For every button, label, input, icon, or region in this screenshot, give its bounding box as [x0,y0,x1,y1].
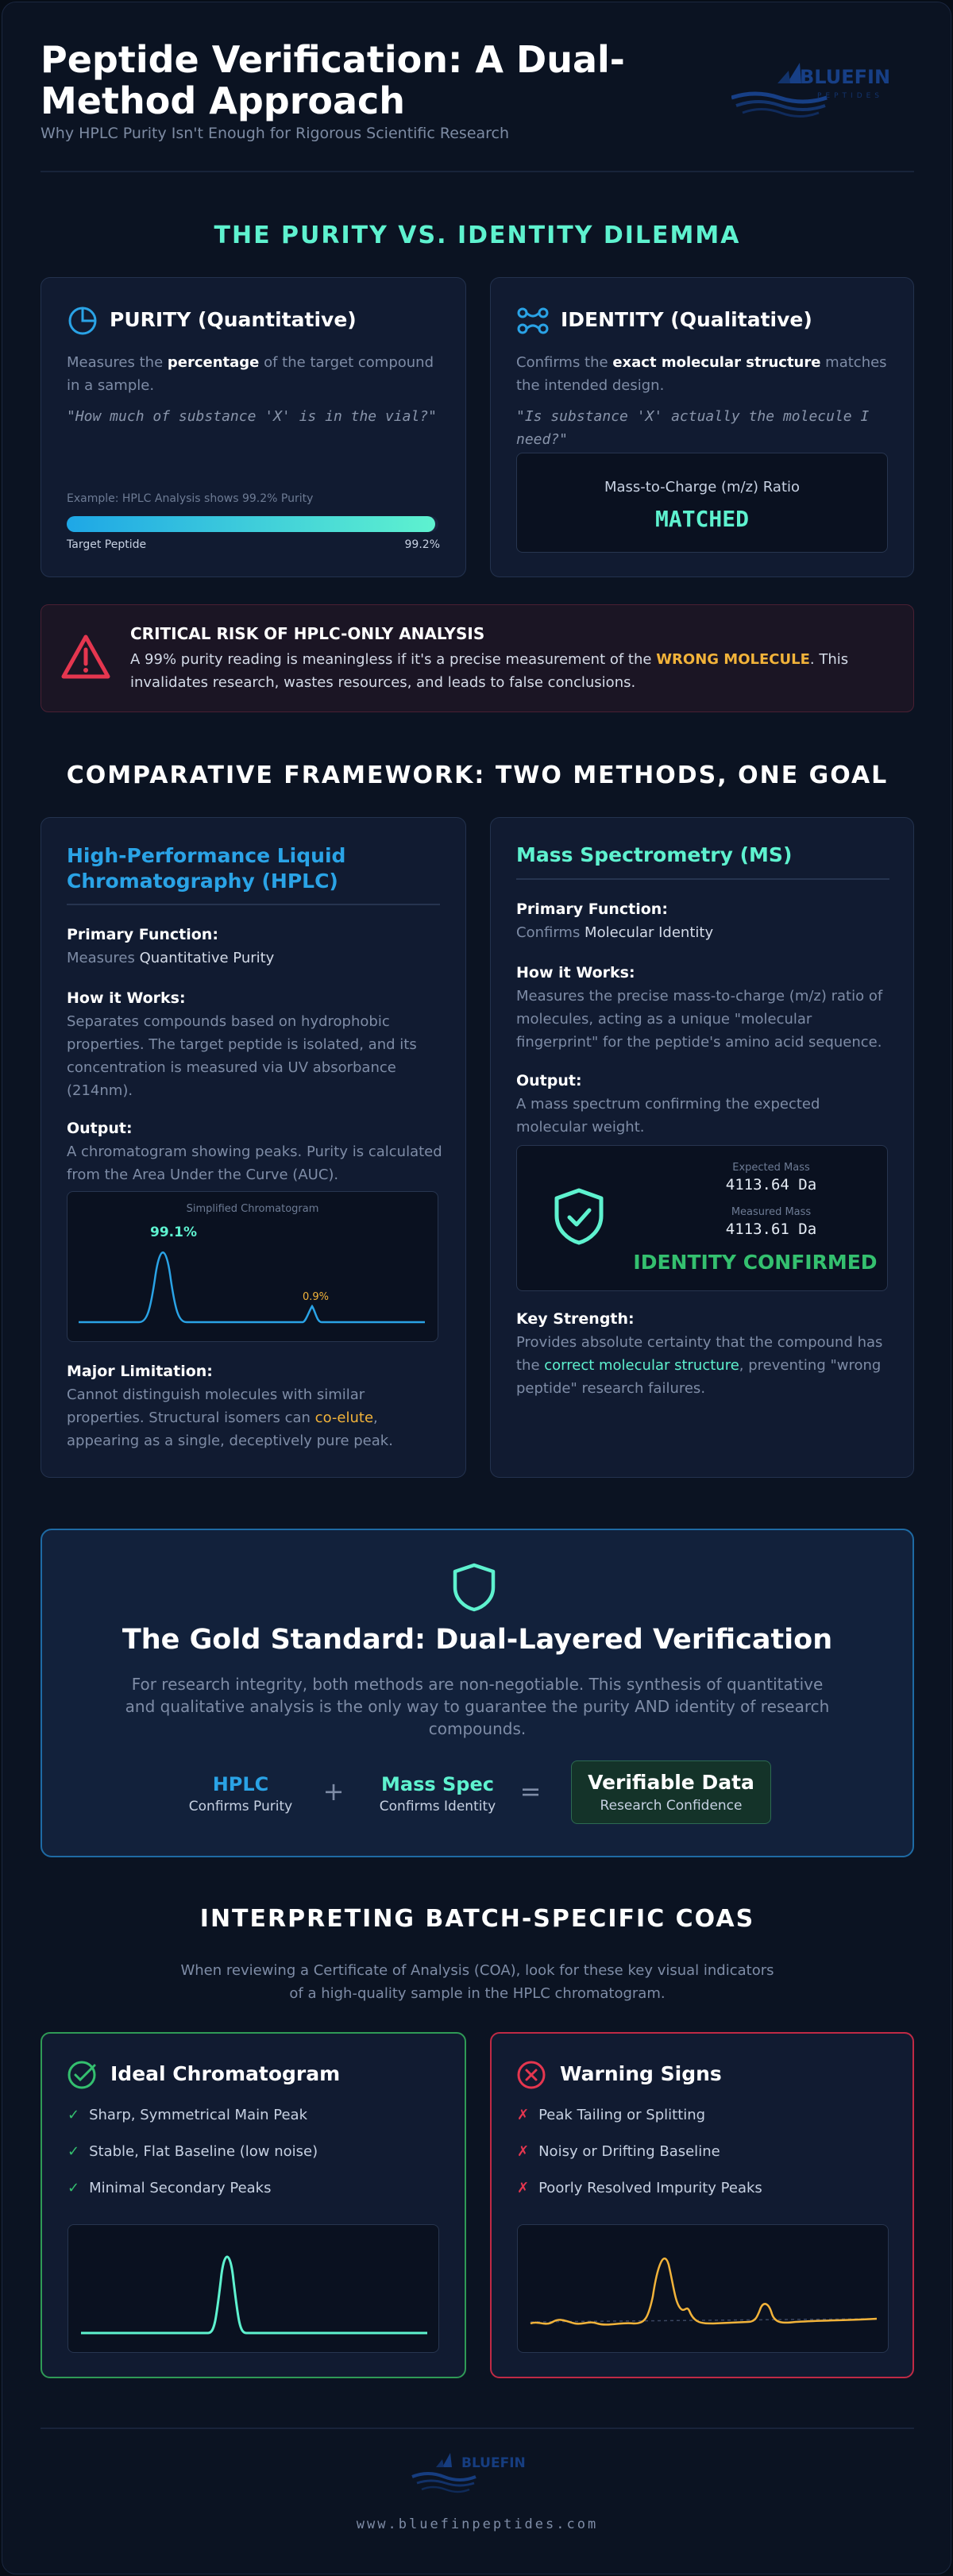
footer-url[interactable]: www.bluefinpeptides.com [356,2516,599,2532]
check-circle-icon [66,2059,98,2091]
ms-how-text: Measures the precise mass-to-charge (m/z) ratio of molecules, acting as a unique "molecular fingerprint" for the peptide's amino acid sequence. [516,988,883,1051]
purity-bar-right-label: 99.2% [404,538,440,551]
verifiable-data-box [571,1760,771,1824]
footer-logo [409,2450,546,2499]
simplified-chromatogram [67,1191,438,1342]
molecule-icon [516,305,550,337]
mz-ratio-value: MATCHED [654,506,749,532]
gold-title: The Gold Standard: Dual-Layered Verification [122,1624,833,1656]
hplc-limitation-label: Major Limitation: [67,1363,213,1380]
ms-divider [516,878,889,880]
hplc-how-label: How it Works: [67,989,186,1007]
warning-chromatogram-line [531,2258,877,2324]
shield-check-icon [554,1187,604,1246]
check-icon: ✓ [68,2143,80,2160]
hplc-divider [67,904,440,905]
coas-intro: When reviewing a Certificate of Analysis (COA), look for these key visual indicators of a high-quality sample in the HPLC chromatogram. [180,1962,774,2002]
expected-mass-value: 4113.64 Da [725,1176,817,1194]
bluefin-logo [731,60,916,131]
verifiable-data-title: Verifiable Data [588,1771,754,1794]
gold-hplc-sub: Confirms Purity [188,1799,293,1814]
purity-description: Measures the percentage of the target compound in a sample. [67,354,434,394]
ms-output-text: A mass spectrum confirming the expected molecular weight. [516,1096,820,1136]
chromatogram-title: Simplified Chromatogram [186,1203,319,1215]
warning-signs-card [490,2032,914,2378]
mass-check-box [516,1145,888,1291]
ideal-chromatogram-plot [68,2224,439,2353]
purity-quote: "How much of substance 'X' is in the vial?" [67,408,437,425]
risk-text: A 99% purity reading is meaningless if it's a precise measurement of the WRONG MOLECULE. This invalidates research, wastes resources, and leads to false conclusions. [130,651,849,691]
plus-sign: + [322,1776,345,1807]
risk-title: CRITICAL RISK OF HPLC-ONLY ANALYSIS [130,624,485,643]
gold-standard-panel [41,1529,914,1857]
hplc-output-text: A chromatogram showing peaks. Purity is calculated from the Area Under the Curve (AUC). [67,1143,442,1183]
footer-logo-text: BLUEFIN [461,2455,526,2471]
warning-item-2: ✗ Noisy or Drifting Baseline [517,2143,720,2160]
footer-divider [41,2428,914,2429]
gold-hplc: HPLC [212,1773,269,1795]
hplc-primary-function-value: Measures Quantitative Purity [67,950,275,966]
ms-how-label: How it Works: [516,964,635,981]
minor-peak-label: 0.9% [303,1291,330,1303]
ideal-item-2: ✓ Stable, Flat Baseline (low noise) [68,2143,318,2160]
ms-title: Mass Spectrometry (MS) [516,843,793,866]
gold-ms-sub: Confirms Identity [379,1799,496,1814]
page-subtitle: Why HPLC Purity Isn't Enough for Rigorous Scientific Research [41,125,510,142]
x-mark-icon: ✗ [517,2143,530,2160]
identity-quote: "Is substance 'X' actually the molecule I need?" [516,408,870,448]
x-mark-icon: ✗ [517,2107,530,2123]
purity-card [41,277,466,577]
ms-strength-text: Provides absolute certainty that the compound has the correct molecular structure, preventing "wrong peptide" research failures. [516,1334,883,1397]
warning-chromatogram-svg [518,2225,889,2354]
x-mark-icon: ✗ [517,2180,530,2196]
mz-ratio-box [516,453,888,553]
ideal-chromatogram-card [41,2032,466,2378]
page-title: Peptide Verification: A Dual-Method Approach [41,38,625,122]
purity-bar-fill [67,516,435,532]
hplc-card [41,817,466,1478]
hplc-limitation-text: Cannot distinguish molecules with similar properties. Structural isomers can co-elute, appearing as a single, deceptively pure peak. [67,1386,393,1449]
check-icon: ✓ [68,2180,80,2196]
warning-item-1: ✗ Peak Tailing or Splitting [517,2107,706,2123]
ideal-title: Ideal Chromatogram [110,2062,341,2085]
equals-sign: = [519,1776,542,1807]
gold-ms: Mass Spec [381,1773,494,1795]
measured-mass-label: Measured Mass [731,1206,812,1218]
main-peak-label: 99.1% [150,1224,197,1240]
purity-bar-track [67,516,438,532]
infographic-frame [2,2,951,2574]
purity-title: PURITY (Quantitative) [110,308,357,331]
chromatogram-plot [68,1192,439,1343]
identity-title: IDENTITY (Qualitative) [561,308,812,331]
pie-chart-icon [67,305,98,337]
ms-primary-function-value: Confirms Molecular Identity [516,924,714,941]
check-icon: ✓ [68,2107,80,2123]
warning-title: Warning Signs [560,2062,722,2085]
identity-confirmed-badge: IDENTITY CONFIRMED [633,1251,878,1274]
warning-chromatogram-plot [517,2224,889,2353]
measured-mass-value: 4113.61 Da [725,1221,817,1238]
logo-text: BLUEFIN [800,66,891,88]
hplc-title: High-Performance Liquid Chromatography (HPLC) [67,844,346,893]
chromatogram-line [79,1252,425,1322]
ideal-item-3: ✓ Minimal Secondary Peaks [68,2180,272,2196]
purity-bar-left-label: Target Peptide [67,538,147,551]
ms-strength-label: Key Strength: [516,1310,635,1328]
expected-mass-label: Expected Mass [732,1162,810,1174]
ideal-chromatogram-line [81,2257,427,2333]
x-circle-icon [515,2059,547,2091]
hplc-how-text: Separates compounds based on hydrophobic properties. The target peptide is isolated, and its concentration is measured via UV absorbance (214nm). [67,1013,417,1099]
ideal-item-1: ✓ Sharp, Symmetrical Main Peak [68,2107,307,2123]
hplc-primary-function-label: Primary Function: [67,926,218,943]
purity-example: Example: HPLC Analysis shows 99.2% Purity [67,492,314,505]
logo-subtext: PEPTIDES [817,92,884,100]
ms-card [490,817,914,1478]
shield-icon [452,1562,496,1613]
risk-banner [41,604,914,712]
hplc-output-label: Output: [67,1120,133,1137]
ms-primary-function-label: Primary Function: [516,900,668,918]
section-title-dilemma: THE PURITY VS. IDENTITY DILEMMA [214,222,741,249]
ms-output-label: Output: [516,1072,582,1089]
verifiable-data-sub: Research Confidence [600,1798,743,1814]
section-title-framework: COMPARATIVE FRAMEWORK: TWO METHODS, ONE GOAL [66,762,889,789]
ideal-chromatogram-svg [68,2225,440,2354]
warning-triangle-icon [60,634,111,680]
warning-item-3: ✗ Poorly Resolved Impurity Peaks [517,2180,762,2196]
section-title-coas: INTERPRETING BATCH-SPECIFIC COAS [199,1905,755,1933]
header-divider [41,171,914,172]
identity-description: Confirms the exact molecular structure matches the intended design. [516,354,887,394]
gold-text: For research integrity, both methods are non-negotiable. This synthesis of quantitative and qualitative analysis is the only way to guarantee the purity AND identity of research compounds. [125,1675,830,1738]
identity-card [490,277,914,577]
mz-ratio-label: Mass-to-Charge (m/z) Ratio [604,479,801,496]
